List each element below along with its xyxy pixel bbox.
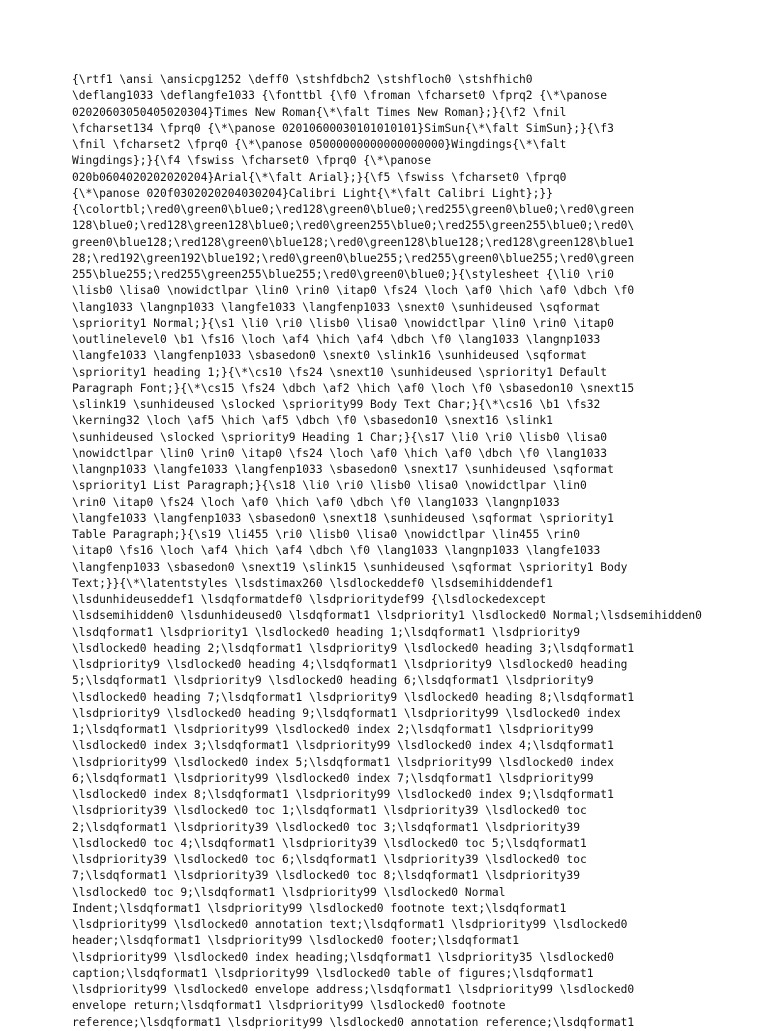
text-line: 2;\lsdqformat1 \lsdpriority39 \lsdlocked0 toc 3;\lsdqformat1 \lsdpriority39: [72, 820, 580, 834]
text-line: \lsdpriority9 \lsdlocked0 heading 4;\lsdqformat1 \lsdpriority9 \lsdlocked0 heading: [72, 658, 628, 671]
text-line: Paragraph Font;}{\*\cs15 \fs24 \dbch \af2 \hich \af0 \loch \f0 \sbasedon10 \snext15: [72, 381, 635, 395]
text-line: 1;\lsdqformat1 \lsdpriority99 \lsdlocked0 index 2;\lsdqformat1 \lsdpriority99: [72, 723, 594, 736]
text-line: Wingdings};}{\f4 \fswiss \fcharset0 \fprq0 {\*\panose: [72, 154, 431, 168]
text-line: \langfenp1033 \sbasedon0 \snext19 \slink15 \sunhideused \sqformat \spriority1 Body: [72, 560, 628, 574]
text-line: 5;\lsdqformat1 \lsdpriority9 \lsdlocked0 heading 6;\lsdqformat1 \lsdpriority9: [72, 674, 594, 688]
text-line: Table Paragraph;}{\s19 \li455 \ri0 \lisb0 \lisa0 \nowidctlpar \lin455 \rin0: [72, 528, 580, 541]
text-line: \deflang1033 \deflangfe1033 {\fonttbl {\f0 \froman \fcharset0 \fprq2 {\*\panose: [72, 89, 608, 103]
text-line: Text;}}{\*\latentstyles \lsdstimax260 \lsdlockeddef0 \lsdsemihiddendef1: [72, 576, 553, 590]
text-line: \langfe1033 \langfenp1033 \sbasedon0 \snext18 \sunhideused \sqformat \spriority1: [72, 511, 614, 525]
text-line: \lsdpriority99 \lsdlocked0 annotation text;\lsdqformat1 \lsdpriority99 \lsdlocked0: [72, 918, 628, 931]
text-line: \spriority1 Normal;}{\s1 \li0 \ri0 \lisb0 \lisa0 \nowidctlpar \lin0 \rin0 \itap0: [72, 316, 614, 330]
text-line: 255\blue255;\red255\green255\blue255;\red0\green0\blue0;}{\stylesheet {\li0 \ri0: [72, 268, 614, 281]
text-line: 6;\lsdqformat1 \lsdpriority99 \lsdlocked0 index 7;\lsdqformat1 \lsdpriority99: [72, 771, 594, 785]
text-line: \lsdpriority39 \lsdlocked0 toc 1;\lsdqformat1 \lsdpriority39 \lsdlocked0 toc: [72, 804, 587, 818]
text-line: \lsdpriority99 \lsdlocked0 index 5;\lsdqformat1 \lsdpriority99 \lsdlocked0 index: [72, 755, 614, 769]
text-line: 128\blue0;\red128\green128\blue0;\red0\green255\blue0;\red255\green255\blue0;\red0\: [72, 219, 635, 233]
text-line: 02020603050405020304}Times New Roman{\*\falt Times New Roman};}{\f2 \fnil: [72, 105, 567, 119]
text-line: \rin0 \itap0 \fs24 \loch \af0 \hich \af0 \dbch \f0 \lang1033 \langnp1033: [72, 495, 560, 509]
text-line: \lisb0 \lisa0 \nowidctlpar \lin0 \rin0 \itap0 \fs24 \loch \af0 \hich \af0 \dbch \f0: [72, 284, 635, 298]
text-line: \sunhideused \slocked \spriority9 Heading 1 Char;}{\s17 \li0 \ri0 \lisb0 \lisa0: [72, 430, 608, 444]
text-line: \lsdqformat1 \lsdpriority1 \lsdlocked0 heading 1;\lsdqformat1 \lsdpriority9: [72, 625, 580, 639]
text-line: \itap0 \fs16 \loch \af4 \hich \af4 \dbch \f0 \lang1033 \langnp1033 \langfe1033: [72, 544, 601, 558]
text-line: \spriority1 heading 1;}{\*\cs10 \fs24 \snext10 \sunhideused \spriority1 Default: [72, 365, 608, 379]
text-line: \kerning32 \loch \af5 \hich \af5 \dbch \f0 \sbasedon10 \snext16 \slink1: [72, 414, 553, 428]
text-line: caption;\lsdqformat1 \lsdpriority99 \lsdlocked0 table of figures;\lsdqformat1: [72, 966, 594, 980]
rtf-source-text: [72, 72, 702, 1031]
text-line: \nowidctlpar \lin0 \rin0 \itap0 \fs24 \loch \af0 \hich \af0 \dbch \f0 \lang1033: [72, 446, 608, 460]
text-line: Indent;\lsdqformat1 \lsdpriority99 \lsdlocked0 footnote text;\lsdqformat1: [72, 901, 567, 915]
text-line: \lsdsemihidden0 \lsdunhideused0 \lsdqformat1 \lsdpriority1 \lsdlocked0 Normal;\lsdsemihidden0: [72, 609, 702, 623]
text-line: \lsdlocked0 toc 4;\lsdqformat1 \lsdpriority39 \lsdlocked0 toc 5;\lsdqformat1: [72, 836, 587, 850]
text-line: \langfe1033 \langfenp1033 \sbasedon0 \snext0 \slink16 \sunhideused \sqformat: [72, 349, 587, 363]
text-line: \fcharset134 \fprq0 {\*\panose 02010600030101010101}SimSun{\*\falt SimSun};}{\f3: [72, 121, 614, 135]
text-line: reference;\lsdqformat1 \lsdpriority99 \lsdlocked0 annotation reference;\lsdqformat1: [72, 1015, 635, 1029]
text-line: {\rtf1 \ansi \ansicpg1252 \deff0 \stshfdbch2 \stshfloch0 \stshfhich0: [72, 73, 533, 86]
text-line: \slink19 \sunhideused \slocked \spriority99 Body Text Char;}{\*\cs16 \b1 \fs32: [72, 398, 601, 411]
text-line: \outlinelevel0 \b1 \fs16 \loch \af4 \hich \af4 \dbch \f0 \lang1033 \langnp1033: [72, 333, 601, 346]
text-line: 7;\lsdqformat1 \lsdpriority39 \lsdlocked0 toc 8;\lsdqformat1 \lsdpriority39: [72, 869, 580, 883]
text-line: 020b0604020202020204}Arial{\*\falt Arial};}{\f5 \fswiss \fcharset0 \fprq0: [72, 170, 567, 184]
text-line: \lsdlocked0 toc 9;\lsdqformat1 \lsdpriority99 \lsdlocked0 Normal: [72, 885, 506, 899]
text-line: envelope return;\lsdqformat1 \lsdpriority99 \lsdlocked0 footnote: [72, 999, 506, 1013]
text-line: green0\blue128;\red128\green0\blue128;\red0\green128\blue128;\red128\green128\blue1: [72, 235, 635, 249]
text-line: \lsdunhideuseddef1 \lsdqformatdef0 \lsdprioritydef99 {\lsdlockedexcept: [72, 593, 547, 606]
text-line: \langnp1033 \langfe1033 \langfenp1033 \sbasedon0 \snext17 \sunhideused \sqformat: [72, 463, 614, 476]
text-line: \lsdpriority39 \lsdlocked0 toc 6;\lsdqformat1 \lsdpriority39 \lsdlocked0 toc: [72, 853, 587, 866]
text-line: {\colortbl;\red0\green0\blue0;\red128\green0\blue0;\red255\green0\blue0;\red0\green: [72, 203, 635, 216]
text-line: \lsdlocked0 index 8;\lsdqformat1 \lsdpriority99 \lsdlocked0 index 9;\lsdqformat1: [72, 788, 614, 801]
text-line: \lsdlocked0 heading 2;\lsdqformat1 \lsdpriority9 \lsdlocked0 heading 3;\lsdqformat1: [72, 641, 635, 655]
text-line: \lsdlocked0 heading 7;\lsdqformat1 \lsdpriority9 \lsdlocked0 heading 8;\lsdqformat1: [72, 690, 635, 704]
text-line: \lsdpriority99 \lsdlocked0 envelope address;\lsdqformat1 \lsdpriority99 \lsdlocked0: [72, 983, 635, 996]
text-line: {\*\panose 020f0302020204030204}Calibri Light{\*\falt Calibri Light};}}: [72, 186, 553, 200]
text-line: \lsdlocked0 index 3;\lsdqformat1 \lsdpriority99 \lsdlocked0 index 4;\lsdqformat1: [72, 739, 614, 753]
text-line: \spriority1 List Paragraph;}{\s18 \li0 \ri0 \lisb0 \lisa0 \nowidctlpar \lin0: [72, 479, 587, 493]
text-line: 28;\red192\green192\blue192;\red0\green0\blue255;\red255\green0\blue255;\red0\green: [72, 251, 635, 265]
text-line: \fnil \fcharset2 \fprq0 {\*\panose 05000000000000000000}Wingdings{\*\falt: [72, 138, 567, 151]
text-line: \lsdpriority99 \lsdlocked0 index heading;\lsdqformat1 \lsdpriority35 \lsdlocked0: [72, 950, 614, 964]
text-line: header;\lsdqformat1 \lsdpriority99 \lsdlocked0 footer;\lsdqformat1: [72, 934, 520, 948]
text-line: \lsdpriority9 \lsdlocked0 heading 9;\lsdqformat1 \lsdpriority99 \lsdlocked0 index: [72, 706, 621, 720]
text-line: \lang1033 \langnp1033 \langfe1033 \langfenp1033 \snext0 \sunhideused \sqformat: [72, 300, 601, 314]
